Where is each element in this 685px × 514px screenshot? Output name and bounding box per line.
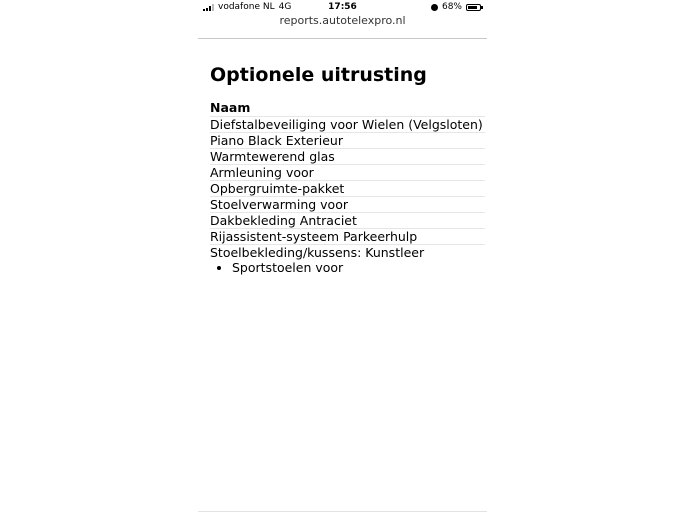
page-title: Optionele uitrusting — [210, 64, 427, 86]
list-item: Stoelverwarming voor — [210, 196, 485, 212]
list-item: Stoelbekleding/kussens: Kunstleer — [210, 244, 485, 260]
url-bar[interactable]: reports.autotelexpro.nl — [279, 14, 406, 27]
status-bar — [198, 0, 487, 14]
page-content — [210, 64, 485, 275]
phone-screen — [198, 0, 487, 514]
sub-list-item: • Sportstoelen voor — [232, 260, 485, 275]
alarm-clock-icon — [431, 4, 438, 11]
sub-item-list — [210, 260, 485, 275]
footer-divider — [198, 511, 487, 512]
list-item: Opbergruimte-pakket — [210, 180, 485, 196]
status-right — [431, 2, 481, 12]
battery-icon — [466, 4, 481, 11]
list-item: Dakbekleding Antraciet — [210, 212, 485, 228]
list-item: Warmtewerend glas — [210, 148, 485, 164]
list-item: Armleuning voor — [210, 164, 485, 180]
list-item: Rijassistent-systeem Parkeerhulp — [210, 228, 485, 244]
carrier-name: vodafone NL — [218, 2, 275, 12]
header-divider — [198, 38, 487, 39]
list-item: Diefstalbeveiliging voor Wielen (Velgsloten) — [210, 116, 485, 132]
battery-percentage: 68% — [441, 2, 462, 12]
status-time: 17:56 — [328, 2, 357, 12]
list-item: Piano Black Exterieur — [210, 132, 485, 148]
network-type: 4G — [278, 2, 292, 12]
equipment-list — [210, 116, 485, 275]
column-header-naam: Naam — [210, 100, 251, 115]
